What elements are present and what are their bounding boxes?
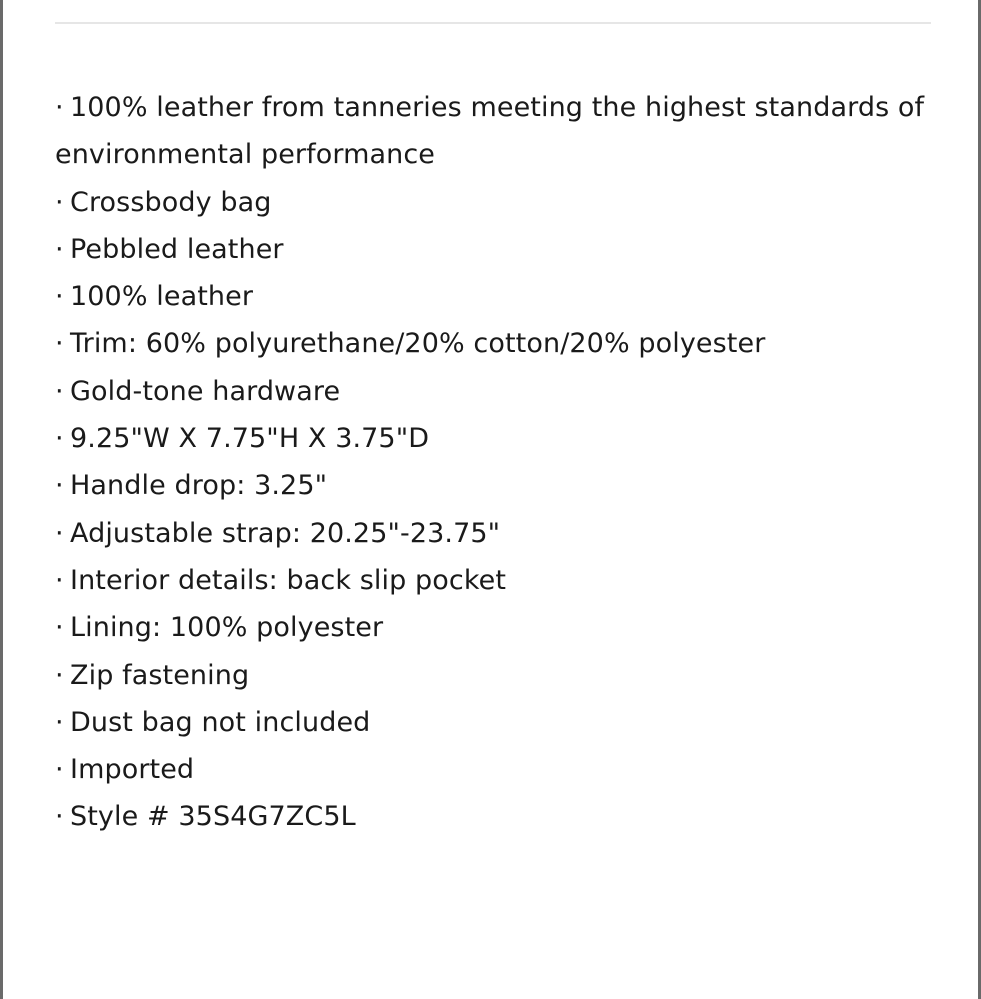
detail-text: 100% leather	[70, 281, 254, 313]
detail-item-material-source	[55, 84, 935, 179]
detail-text: Crossbody bag	[70, 186, 272, 218]
detail-text: Imported	[70, 754, 195, 786]
detail-text: Trim: 60% polyurethane/20% cotton/20% polyester	[70, 328, 766, 360]
detail-item-handle-drop	[55, 462, 935, 509]
detail-item-material	[55, 273, 935, 320]
bullet-glyph: ·	[55, 706, 64, 738]
detail-text: Zip fastening	[70, 659, 250, 691]
bullet-glyph: ·	[55, 423, 64, 455]
detail-item-type	[55, 179, 935, 226]
bullet-glyph: ·	[55, 186, 64, 218]
detail-item-dimensions	[55, 415, 935, 462]
detail-item-trim	[55, 320, 935, 367]
bullet-glyph: ·	[55, 281, 64, 313]
detail-item-hardware	[55, 368, 935, 415]
bullet-glyph: ·	[55, 659, 64, 691]
detail-item-interior	[55, 557, 935, 604]
bullet-glyph: ·	[55, 612, 64, 644]
detail-item-fastening	[55, 652, 935, 699]
bullet-glyph: ·	[55, 375, 64, 407]
detail-text: Lining: 100% polyester	[70, 612, 384, 644]
product-details-list	[55, 84, 935, 841]
bullet-glyph: ·	[55, 754, 64, 786]
bullet-glyph: ·	[55, 470, 64, 502]
bullet-glyph: ·	[55, 233, 64, 265]
detail-text: Handle drop: 3.25"	[70, 470, 328, 502]
detail-text: Style # 35S4G7ZC5L	[70, 801, 356, 833]
detail-text: 100% leather from tanneries meeting the highest standards of environmental performance	[55, 92, 925, 171]
detail-text: Pebbled leather	[70, 233, 284, 265]
detail-item-dust-bag	[55, 699, 935, 746]
detail-item-strap	[55, 510, 935, 557]
bullet-glyph: ·	[55, 517, 64, 549]
detail-text: Dust bag not included	[70, 706, 371, 738]
detail-item-texture	[55, 226, 935, 273]
bullet-glyph: ·	[55, 92, 64, 123]
detail-text: Interior details: back slip pocket	[70, 564, 507, 596]
detail-item-style-number	[55, 793, 935, 840]
detail-text: Adjustable strap: 20.25"-23.75"	[70, 517, 501, 549]
bullet-glyph: ·	[55, 564, 64, 596]
detail-item-origin	[55, 746, 935, 793]
bullet-glyph: ·	[55, 801, 64, 833]
section-divider	[55, 22, 931, 24]
detail-item-lining	[55, 604, 935, 651]
detail-text: Gold-tone hardware	[70, 375, 341, 407]
detail-text: 9.25"W X 7.75"H X 3.75"D	[70, 423, 430, 455]
bullet-glyph: ·	[55, 328, 64, 360]
